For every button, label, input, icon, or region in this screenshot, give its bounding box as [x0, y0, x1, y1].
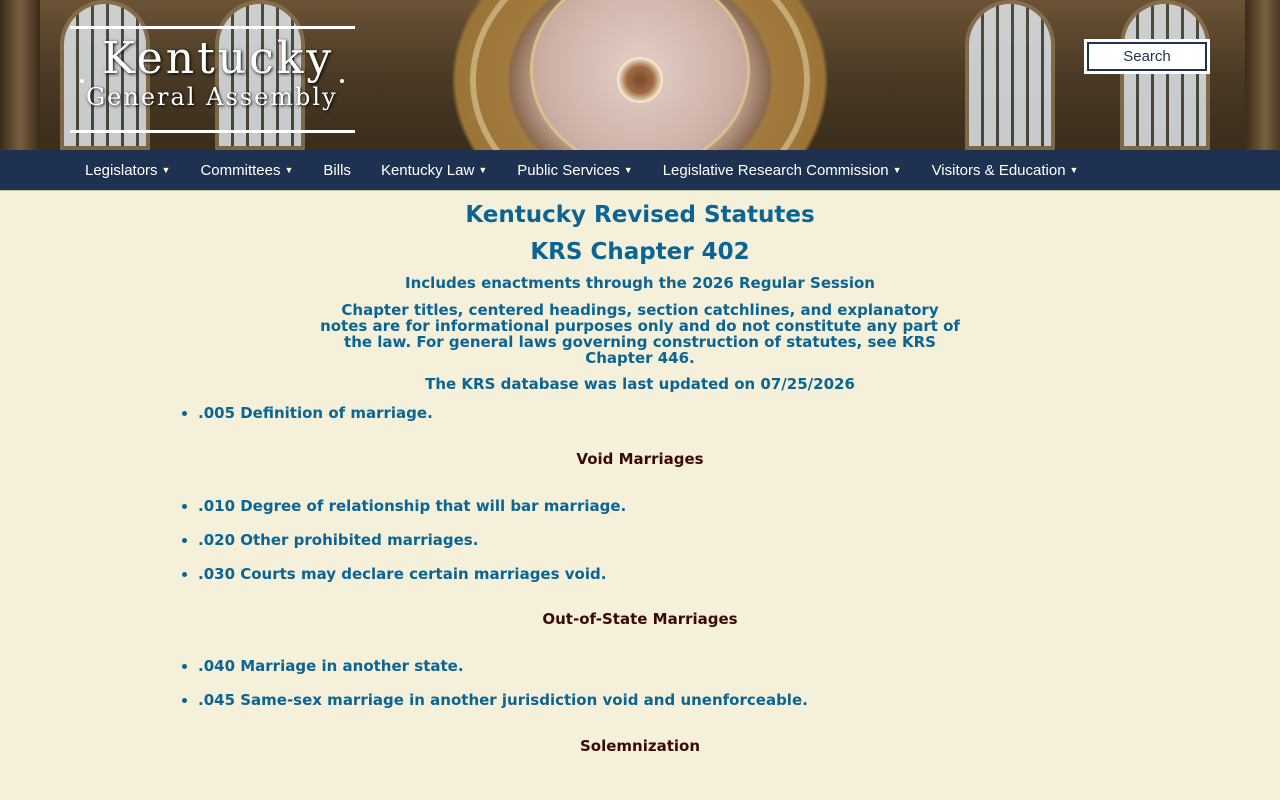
- banner-pillar: [1245, 0, 1280, 150]
- list-item: [198, 497, 1280, 515]
- section-list: [198, 497, 1280, 583]
- list-item: [198, 657, 1280, 675]
- list-item: [198, 691, 1280, 709]
- nav-item-lrc[interactable]: [648, 162, 917, 179]
- section-list: [198, 404, 1280, 422]
- group-heading: Out-of-State Marriages: [542, 610, 738, 628]
- nav-item-visitors-education[interactable]: [917, 162, 1094, 179]
- logo-dot: [80, 79, 84, 83]
- section-link[interactable]: .010 Degree of relationship that will bar marriage.: [198, 497, 627, 515]
- nav-item-label: Kentucky Law: [380, 161, 475, 179]
- nav-item-label: Public Services: [517, 161, 620, 179]
- banner-window: [965, 0, 1055, 150]
- search-button[interactable]: Search: [1084, 39, 1210, 74]
- caret-down-icon: ▼: [892, 165, 902, 175]
- section-link[interactable]: .030 Courts may declare certain marriages void.: [198, 565, 607, 583]
- nav-item-label: Visitors & Education: [931, 161, 1066, 179]
- dome-rosette: [617, 57, 663, 103]
- caret-down-icon: ▼: [478, 165, 488, 175]
- chapter-title: KRS Chapter 402: [530, 239, 750, 265]
- main-nav: [0, 150, 1280, 191]
- enactments-note: Includes enactments through the 2026 Regular Session: [405, 274, 875, 292]
- nav-item-kentucky-law[interactable]: [366, 162, 502, 179]
- header-banner: [0, 0, 1280, 150]
- list-item: [198, 565, 1280, 583]
- main-content: [0, 191, 1280, 755]
- last-updated: The KRS database was last updated on 07/25/2026: [425, 375, 855, 393]
- group-heading: Void Marriages: [576, 450, 704, 468]
- banner-window: [1120, 0, 1210, 150]
- nav-item-label: Bills: [323, 161, 351, 179]
- nav-item-label: Committees: [200, 161, 281, 179]
- banner-pillar: [0, 0, 40, 150]
- disclaimer-note: Chapter titles, centered headings, section catchlines, and explanatory notes are for informational purposes only and do not constitute any part of the law. For general laws governing construction of statutes, see KRS Chapter 446.: [320, 301, 960, 367]
- nav-item-label: Legislative Research Commission: [662, 161, 889, 179]
- group-heading: Solemnization: [579, 737, 701, 755]
- site-logo[interactable]: [70, 26, 355, 133]
- caret-down-icon: ▼: [161, 165, 171, 175]
- logo-dot: [340, 79, 344, 83]
- section-link[interactable]: .045 Same-sex marriage in another jurisdiction void and unenforceable.: [198, 691, 808, 709]
- section-link[interactable]: .005 Definition of marriage.: [198, 404, 433, 422]
- page-title: Kentucky Revised Statutes: [465, 202, 815, 228]
- list-item: [198, 404, 1280, 422]
- logo-subtitle: General Assembly: [86, 83, 338, 111]
- section-link[interactable]: .040 Marriage in another state.: [198, 657, 464, 675]
- logo-title: Kentucky: [102, 33, 335, 84]
- nav-item-bills[interactable]: [308, 162, 366, 179]
- caret-down-icon: ▼: [284, 165, 294, 175]
- nav-list: [70, 150, 1093, 190]
- nav-item-committees[interactable]: [185, 162, 308, 179]
- section-link[interactable]: .020 Other prohibited marriages.: [198, 531, 479, 549]
- section-list: [198, 657, 1280, 709]
- nav-item-legislators[interactable]: [70, 162, 185, 179]
- nav-item-label: Legislators: [85, 161, 158, 179]
- nav-item-public-services[interactable]: [502, 162, 647, 179]
- caret-down-icon: ▼: [1069, 165, 1079, 175]
- list-item: [198, 531, 1280, 549]
- caret-down-icon: ▼: [623, 165, 633, 175]
